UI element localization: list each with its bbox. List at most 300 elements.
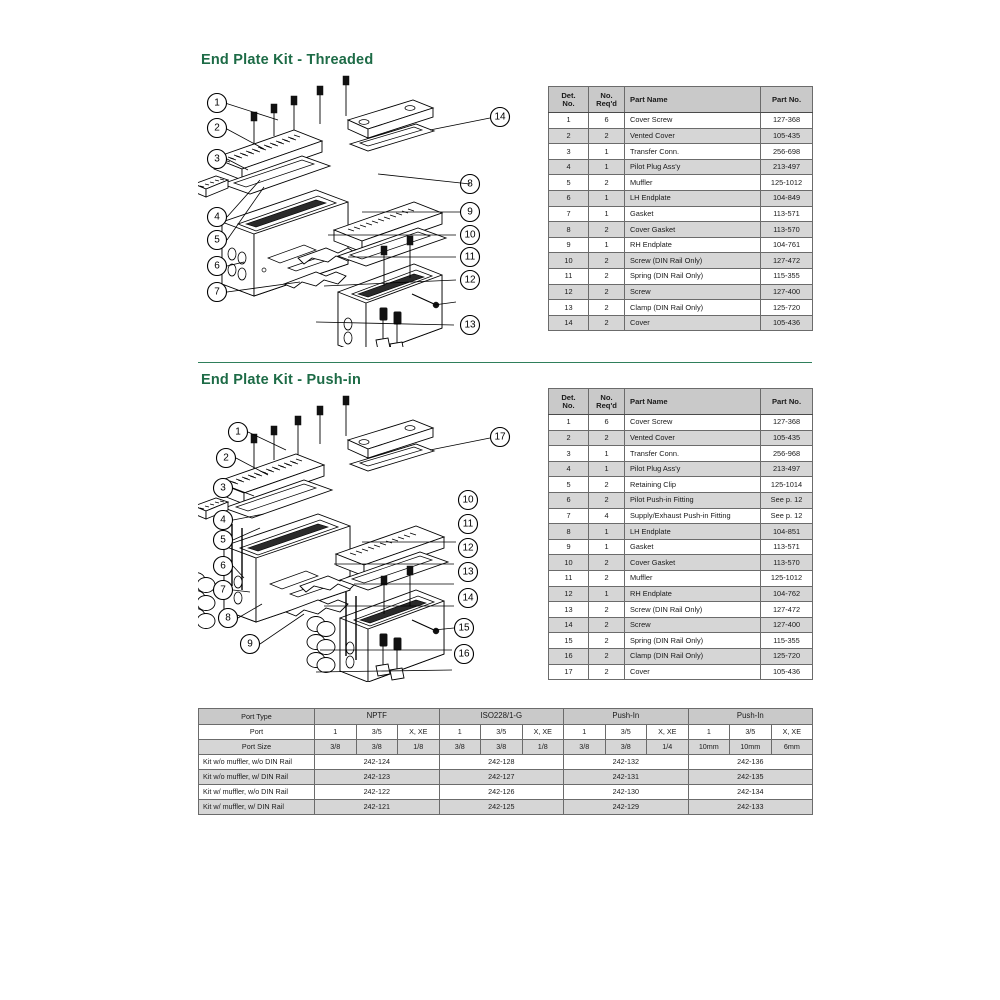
- callout-label: 14: [462, 592, 474, 604]
- cell-det-no: 7: [549, 508, 589, 524]
- port-value: 3/5: [605, 725, 647, 740]
- cell-part-no: 104-849: [761, 190, 813, 206]
- cell-part-no: 125-1012: [761, 570, 813, 586]
- cell-part-name: Supply/Exhaust Push-in Fitting: [625, 508, 761, 524]
- cell-det-no: 3: [549, 446, 589, 462]
- callout-label: 16: [458, 648, 470, 660]
- cell-det-no: 14: [549, 617, 589, 633]
- cell-part-name: Clamp (DIN Rail Only): [625, 648, 761, 664]
- callout-6: [214, 557, 233, 576]
- callout-label: 12: [464, 274, 476, 286]
- callout-label: 1: [235, 426, 241, 438]
- cell-det-no: 15: [549, 633, 589, 649]
- cell-det-no: 8: [549, 524, 589, 540]
- kit-row-label: Kit w/o muffler, w/ DIN Rail: [199, 770, 315, 785]
- port-row: [199, 725, 813, 740]
- table-row: [549, 159, 813, 175]
- cell-part-name: Screw: [625, 284, 761, 300]
- callout-4: [214, 511, 233, 530]
- port-size-value: 1/8: [398, 740, 440, 755]
- cell-part-name: Pilot Plug Ass'y: [625, 461, 761, 477]
- callout-5: [208, 231, 227, 250]
- cell-part-name: Pilot Plug Ass'y: [625, 159, 761, 175]
- cell-no-reqd: 1: [589, 524, 625, 540]
- header-port-size: Port Size: [199, 740, 315, 755]
- header-no-reqd: [589, 87, 625, 113]
- callout-13: [461, 316, 480, 335]
- cell-det-no: 12: [549, 284, 589, 300]
- cell-det-no: 9: [549, 539, 589, 555]
- cell-part-no: 125-1012: [761, 175, 813, 191]
- port-size-value: 6mm: [771, 740, 813, 755]
- port-size-value: 3/8: [564, 740, 606, 755]
- header-line-1: Det.: [561, 392, 576, 402]
- cell-part-name: Vented Cover: [625, 430, 761, 446]
- cell-no-reqd: 1: [589, 539, 625, 555]
- cell-part-name: Cover Gasket: [625, 222, 761, 238]
- table-row: [549, 253, 813, 269]
- cell-no-reqd: 2: [589, 222, 625, 238]
- kit-part-no: 242-124: [315, 755, 440, 770]
- cell-part-no: 127-472: [761, 602, 813, 618]
- callout-label: 6: [214, 260, 220, 272]
- cell-no-reqd: 2: [589, 477, 625, 493]
- kit-part-no: 242-130: [564, 785, 689, 800]
- header-port: Port: [199, 725, 315, 740]
- port-value: 3/5: [730, 725, 772, 740]
- cell-part-no: 105-435: [761, 128, 813, 144]
- callout-label: 11: [462, 518, 474, 530]
- kit-part-no: 242-131: [564, 770, 689, 785]
- cell-no-reqd: 1: [589, 144, 625, 160]
- cell-part-name: Pilot Push-in Fitting: [625, 492, 761, 508]
- cell-part-no: 105-436: [761, 664, 813, 680]
- port-value: 1: [439, 725, 481, 740]
- callout-2: [208, 119, 227, 138]
- callout-label: 10: [462, 494, 474, 506]
- cell-part-name: RH Endplate: [625, 586, 761, 602]
- table-row: [549, 175, 813, 191]
- table-row: [549, 222, 813, 238]
- cell-part-no: 125-720: [761, 300, 813, 316]
- table-row: [549, 492, 813, 508]
- kit-row: [199, 755, 813, 770]
- callout-label: 4: [214, 211, 220, 223]
- cell-part-name: Clamp (DIN Rail Only): [625, 300, 761, 316]
- cell-no-reqd: 1: [589, 206, 625, 222]
- cell-part-name: Gasket: [625, 206, 761, 222]
- kit-row: [199, 800, 813, 815]
- table-row: [549, 446, 813, 462]
- header-part-name: Part Name: [625, 389, 761, 415]
- cell-det-no: 1: [549, 113, 589, 129]
- cell-det-no: 11: [549, 570, 589, 586]
- table-row: [549, 508, 813, 524]
- cell-part-name: Transfer Conn.: [625, 446, 761, 462]
- cell-no-reqd: 2: [589, 175, 625, 191]
- cell-no-reqd: 2: [589, 284, 625, 300]
- header-line-2: Req'd: [596, 400, 617, 410]
- callout-13: [459, 563, 478, 582]
- cell-no-reqd: 2: [589, 664, 625, 680]
- cell-part-name: Transfer Conn.: [625, 144, 761, 160]
- cell-no-reqd: 2: [589, 430, 625, 446]
- table-row: [549, 570, 813, 586]
- cell-det-no: 13: [549, 300, 589, 316]
- port-group-header: Push-In: [688, 709, 813, 725]
- cell-part-no: 256-698: [761, 144, 813, 160]
- table-row: [549, 461, 813, 477]
- table-row: [549, 190, 813, 206]
- kit-part-no: 242-125: [439, 800, 564, 815]
- port-size-value: 3/8: [605, 740, 647, 755]
- cell-det-no: 2: [549, 128, 589, 144]
- callout-9: [241, 635, 260, 654]
- cell-det-no: 10: [549, 555, 589, 571]
- table-header-row: [549, 87, 813, 113]
- header-det-no: [549, 87, 589, 113]
- callout-9: [461, 203, 480, 222]
- callout-17: [491, 428, 510, 447]
- cell-part-no: See p. 12: [761, 508, 813, 524]
- cell-det-no: 3: [549, 144, 589, 160]
- cell-no-reqd: 1: [589, 586, 625, 602]
- header-line-1: Det.: [561, 90, 576, 100]
- callout-10: [459, 491, 478, 510]
- kit-part-no: 242-135: [688, 770, 813, 785]
- kit-row: [199, 785, 813, 800]
- table-row: [549, 415, 813, 431]
- table-row: [549, 284, 813, 300]
- cell-no-reqd: 2: [589, 268, 625, 284]
- callout-label: 7: [214, 286, 220, 298]
- cell-part-name: Screw (DIN Rail Only): [625, 602, 761, 618]
- callout-label: 15: [458, 622, 470, 634]
- table-row: [549, 315, 813, 331]
- port-value: 3/5: [481, 725, 523, 740]
- cell-no-reqd: 2: [589, 570, 625, 586]
- port-value: X, XE: [647, 725, 689, 740]
- cell-part-no: 256-968: [761, 446, 813, 462]
- callout-label: 10: [464, 229, 476, 241]
- callout-label: 14: [494, 111, 506, 123]
- cell-no-reqd: 2: [589, 253, 625, 269]
- cell-det-no: 4: [549, 461, 589, 477]
- callout-12: [459, 539, 478, 558]
- kit-part-no: 242-129: [564, 800, 689, 815]
- table-row: [549, 539, 813, 555]
- callouts-threaded: [198, 72, 548, 347]
- cell-part-no: 115-355: [761, 633, 813, 649]
- cell-no-reqd: 2: [589, 602, 625, 618]
- cell-part-no: 104-761: [761, 237, 813, 253]
- port-size-value: 1/4: [647, 740, 689, 755]
- port-size-value: 10mm: [688, 740, 730, 755]
- port-size-value: 10mm: [730, 740, 772, 755]
- kit-part-no: 242-122: [315, 785, 440, 800]
- callout-label: 8: [225, 612, 231, 624]
- kit-part-no: 242-121: [315, 800, 440, 815]
- cell-part-name: Gasket: [625, 539, 761, 555]
- cell-no-reqd: 6: [589, 113, 625, 129]
- cell-part-no: 115-355: [761, 268, 813, 284]
- cell-part-no: 213-497: [761, 159, 813, 175]
- table-row: [549, 206, 813, 222]
- cell-no-reqd: 2: [589, 648, 625, 664]
- kit-row-label: Kit w/ muffler, w/o DIN Rail: [199, 785, 315, 800]
- port-size-value: 3/8: [356, 740, 398, 755]
- header-det-no: [549, 389, 589, 415]
- kit-row-label: Kit w/ muffler, w/ DIN Rail: [199, 800, 315, 815]
- port-size-value: 3/8: [439, 740, 481, 755]
- cell-part-name: Retaining Clip: [625, 477, 761, 493]
- kit-row-label: Kit w/o muffler, w/o DIN Rail: [199, 755, 315, 770]
- table-row: [549, 430, 813, 446]
- cell-no-reqd: 1: [589, 190, 625, 206]
- callouts-pushin: [198, 392, 548, 682]
- cell-part-name: Cover Screw: [625, 415, 761, 431]
- parts-table-threaded: [548, 86, 813, 331]
- callout-7: [214, 581, 233, 600]
- cell-part-name: Cover Screw: [625, 113, 761, 129]
- parts-table-body-pushin: [549, 415, 813, 680]
- cell-part-no: 113-570: [761, 555, 813, 571]
- cell-no-reqd: 4: [589, 508, 625, 524]
- port-value: 1: [688, 725, 730, 740]
- cell-part-no: 113-570: [761, 222, 813, 238]
- cell-no-reqd: 1: [589, 461, 625, 477]
- cell-part-name: Cover: [625, 664, 761, 680]
- port-value: 3/5: [356, 725, 398, 740]
- port-selection-table: [198, 708, 813, 815]
- section-title-pushin: End Plate Kit - Push-in: [201, 372, 362, 388]
- callout-5: [214, 531, 233, 550]
- cell-det-no: 5: [549, 175, 589, 191]
- callout-label: 1: [214, 97, 220, 109]
- table-row: [549, 128, 813, 144]
- callout-label: 9: [467, 206, 473, 218]
- cell-no-reqd: 2: [589, 300, 625, 316]
- table-row: [549, 300, 813, 316]
- callout-label: 4: [220, 514, 226, 526]
- header-part-name: Part Name: [625, 87, 761, 113]
- cell-no-reqd: 2: [589, 633, 625, 649]
- section-divider: [198, 362, 812, 363]
- cell-det-no: 1: [549, 415, 589, 431]
- port-size-row: [199, 740, 813, 755]
- cell-det-no: 10: [549, 253, 589, 269]
- cell-det-no: 16: [549, 648, 589, 664]
- cell-part-name: RH Endplate: [625, 237, 761, 253]
- callout-16: [455, 645, 474, 664]
- table-row: [549, 602, 813, 618]
- cell-part-no: 104-762: [761, 586, 813, 602]
- cell-no-reqd: 2: [589, 315, 625, 331]
- cell-no-reqd: 2: [589, 128, 625, 144]
- cell-part-name: Screw (DIN Rail Only): [625, 253, 761, 269]
- cell-part-no: 127-400: [761, 617, 813, 633]
- table-row: [549, 633, 813, 649]
- table-row: [549, 237, 813, 253]
- cell-no-reqd: 1: [589, 237, 625, 253]
- port-size-value: 3/8: [481, 740, 523, 755]
- header-line-2: No.: [562, 98, 575, 108]
- cell-part-name: Cover: [625, 315, 761, 331]
- cell-part-no: See p. 12: [761, 492, 813, 508]
- cell-part-name: Screw: [625, 617, 761, 633]
- callout-label: 3: [214, 153, 220, 165]
- table-row: [549, 555, 813, 571]
- header-port-type: Port Type: [199, 709, 315, 725]
- header-line-1: No.: [600, 90, 613, 100]
- table-row: [549, 617, 813, 633]
- cell-part-no: 105-435: [761, 430, 813, 446]
- cell-no-reqd: 1: [589, 159, 625, 175]
- cell-part-name: LH Endplate: [625, 524, 761, 540]
- table-row: [549, 268, 813, 284]
- cell-det-no: 9: [549, 237, 589, 253]
- table-row: [549, 586, 813, 602]
- parts-table-pushin: [548, 388, 813, 680]
- callout-11: [461, 248, 480, 267]
- kit-part-no: 242-128: [439, 755, 564, 770]
- cell-part-no: 127-368: [761, 415, 813, 431]
- cell-det-no: 6: [549, 190, 589, 206]
- cell-part-no: 113-571: [761, 206, 813, 222]
- cell-part-no: 104-851: [761, 524, 813, 540]
- cell-no-reqd: 2: [589, 555, 625, 571]
- callout-group-pushin: [214, 423, 510, 664]
- header-line-1: No.: [600, 392, 613, 402]
- cell-no-reqd: 2: [589, 492, 625, 508]
- header-part-no: Part No.: [761, 87, 813, 113]
- cell-part-name: Vented Cover: [625, 128, 761, 144]
- cell-det-no: 4: [549, 159, 589, 175]
- cell-part-name: Spring (DIN Rail Only): [625, 268, 761, 284]
- callout-6: [208, 257, 227, 276]
- callout-label: 13: [464, 319, 476, 331]
- cell-part-no: 125-1014: [761, 477, 813, 493]
- callout-12: [461, 271, 480, 290]
- callout-label: 12: [462, 542, 474, 554]
- port-group-header: NPTF: [315, 709, 440, 725]
- callout-1: [208, 94, 227, 113]
- kit-part-no: 242-133: [688, 800, 813, 815]
- port-group-header: Push-In: [564, 709, 689, 725]
- header-line-2: No.: [562, 400, 575, 410]
- cell-part-no: 105-436: [761, 315, 813, 331]
- port-group-header: ISO228/1-G: [439, 709, 564, 725]
- cell-part-name: Muffler: [625, 175, 761, 191]
- port-value: X, XE: [522, 725, 564, 740]
- kit-part-no: 242-132: [564, 755, 689, 770]
- callout-10: [461, 226, 480, 245]
- callout-8: [219, 609, 238, 628]
- header-part-no: Part No.: [761, 389, 813, 415]
- callout-3: [208, 150, 227, 169]
- cell-part-name: LH Endplate: [625, 190, 761, 206]
- header-line-2: Req'd: [596, 98, 617, 108]
- callout-7: [208, 283, 227, 302]
- callout-label: 11: [464, 251, 476, 263]
- kit-part-no: 242-127: [439, 770, 564, 785]
- callout-label: 13: [462, 566, 474, 578]
- callout-14: [491, 108, 510, 127]
- cell-part-no: 127-472: [761, 253, 813, 269]
- callout-label: 2: [223, 452, 229, 464]
- cell-part-no: 127-368: [761, 113, 813, 129]
- callout-label: 8: [467, 178, 473, 190]
- callout-2: [217, 449, 236, 468]
- table-row: [549, 524, 813, 540]
- callout-1: [229, 423, 248, 442]
- callout-14: [459, 589, 478, 608]
- cell-det-no: 6: [549, 492, 589, 508]
- table-row: [549, 477, 813, 493]
- port-value: X, XE: [398, 725, 440, 740]
- cell-no-reqd: 2: [589, 617, 625, 633]
- cell-no-reqd: 1: [589, 446, 625, 462]
- kit-part-no: 242-123: [315, 770, 440, 785]
- callout-label: 17: [494, 431, 506, 443]
- cell-det-no: 12: [549, 586, 589, 602]
- cell-det-no: 8: [549, 222, 589, 238]
- cell-no-reqd: 6: [589, 415, 625, 431]
- callout-label: 7: [220, 584, 226, 596]
- cell-det-no: 11: [549, 268, 589, 284]
- port-value: 1: [315, 725, 357, 740]
- callout-group-threaded: [208, 94, 510, 335]
- callout-label: 6: [220, 560, 226, 572]
- table-row: [549, 664, 813, 680]
- callout-label: 3: [220, 482, 226, 494]
- port-value: X, XE: [771, 725, 813, 740]
- table-header-row: [549, 389, 813, 415]
- cell-det-no: 7: [549, 206, 589, 222]
- callout-label: 9: [247, 638, 253, 650]
- cell-part-no: 213-497: [761, 461, 813, 477]
- table-row: [549, 144, 813, 160]
- kit-row: [199, 770, 813, 785]
- callout-3: [214, 479, 233, 498]
- port-size-value: 1/8: [522, 740, 564, 755]
- section-title-threaded: End Plate Kit - Threaded: [201, 52, 374, 68]
- cell-det-no: 14: [549, 315, 589, 331]
- header-no-reqd: [589, 389, 625, 415]
- cell-part-no: 113-571: [761, 539, 813, 555]
- cell-part-name: Muffler: [625, 570, 761, 586]
- callout-label: 2: [214, 122, 220, 134]
- callout-label: 5: [214, 234, 220, 246]
- cell-det-no: 17: [549, 664, 589, 680]
- port-table-body: [199, 709, 813, 815]
- cell-part-name: Cover Gasket: [625, 555, 761, 571]
- cell-part-name: Spring (DIN Rail Only): [625, 633, 761, 649]
- table-row: [549, 648, 813, 664]
- port-value: 1: [564, 725, 606, 740]
- callout-4: [208, 208, 227, 227]
- port-type-header-row: [199, 709, 813, 725]
- table-row: [549, 113, 813, 129]
- parts-table-body-threaded: [549, 113, 813, 331]
- cell-part-no: 125-720: [761, 648, 813, 664]
- kit-part-no: 242-126: [439, 785, 564, 800]
- kit-part-no: 242-134: [688, 785, 813, 800]
- cell-det-no: 13: [549, 602, 589, 618]
- cell-det-no: 5: [549, 477, 589, 493]
- cell-det-no: 2: [549, 430, 589, 446]
- callout-15: [455, 619, 474, 638]
